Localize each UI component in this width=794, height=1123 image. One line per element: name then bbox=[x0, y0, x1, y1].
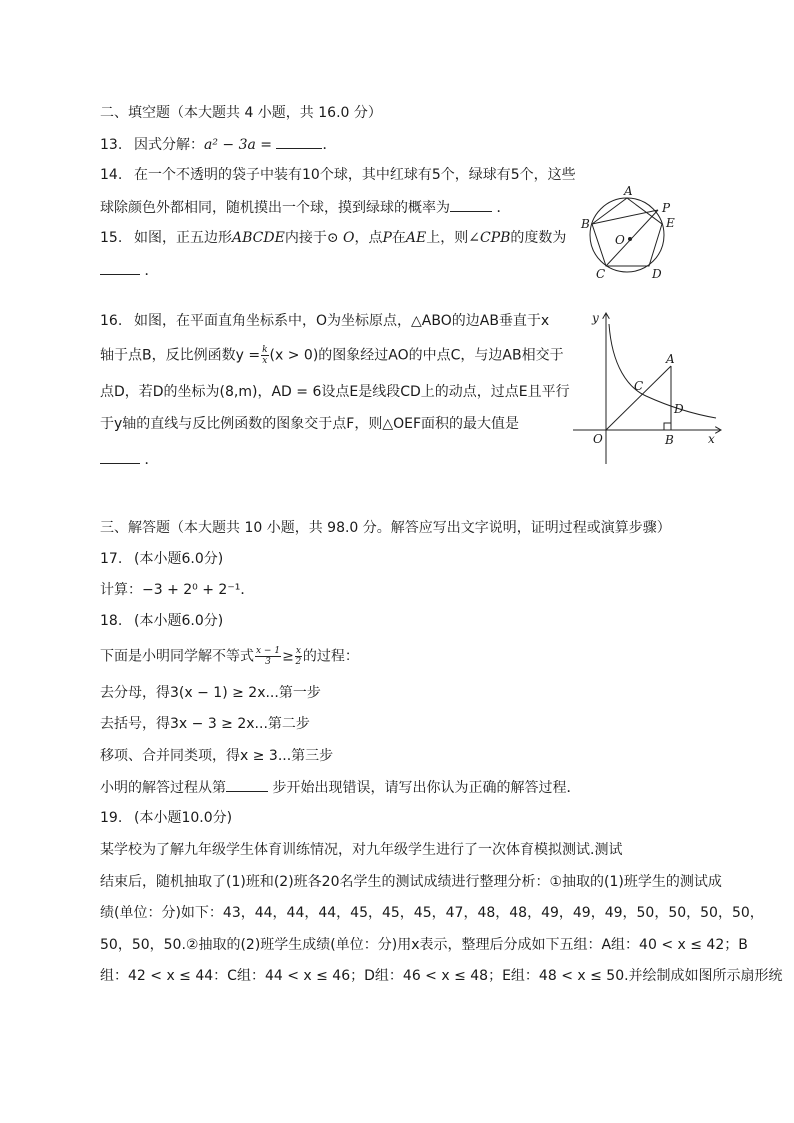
q15-end: ． bbox=[144, 263, 159, 279]
q16-line2-a: 轴于点B，反比例函数y = bbox=[100, 347, 261, 364]
hyperbola-curve bbox=[609, 324, 716, 418]
q16-line3: 点D，若D的坐标为(8,m)，AD = 6设点E是线段CD上的动点，过点E且平行 bbox=[100, 384, 570, 400]
q14-end: ． bbox=[496, 200, 511, 216]
q13-expr: a² − 3a = bbox=[204, 137, 273, 153]
q15-answer-blank[interactable] bbox=[100, 260, 140, 275]
q18-ask-a: 小明的解答过程从第 bbox=[100, 780, 226, 796]
right-angle-mark bbox=[664, 423, 671, 430]
q14-line1: 在一个不透明的袋子中装有10个球，其中红球有5个，绿球有5个，这些 bbox=[134, 167, 576, 183]
q15-circle-name: ⊙ O bbox=[326, 230, 355, 246]
segment-cp bbox=[606, 210, 658, 266]
question-15-line1 bbox=[100, 228, 566, 248]
q13-text: 因式分解： bbox=[134, 137, 204, 153]
q15-number: 15. bbox=[100, 230, 123, 246]
pentagon-abcde bbox=[592, 198, 662, 266]
fig15-label-c: C bbox=[596, 267, 606, 281]
q14-line2: 球除颜色外都相同，随机摸出一个球，摸到绿球的概率为 bbox=[100, 200, 450, 216]
q15-text-f: 的度数为 bbox=[510, 230, 567, 246]
question-16-line4 bbox=[100, 414, 519, 434]
q13-number: 13. bbox=[100, 137, 123, 153]
center-dot bbox=[628, 237, 632, 241]
q15-text-c: ，点 bbox=[354, 230, 383, 246]
q19-line3: 绩(单位：分)如下：43，44，44，44，45，45，45，47，48，48，49，49，49，50，50，50，50， bbox=[100, 905, 764, 921]
question-13 bbox=[100, 134, 336, 155]
fig16-label-d: D bbox=[674, 402, 684, 416]
fig16-label-o: O bbox=[593, 432, 603, 446]
q18-intro-b: 的过程： bbox=[302, 648, 359, 665]
fig15-label-a: A bbox=[624, 184, 633, 198]
q18-answer-blank[interactable] bbox=[226, 777, 268, 792]
q19-line1: 某学校为了解九年级学生体育训练情况，对九年级学生进行了一次体育模拟测试.测试 bbox=[100, 842, 623, 858]
q16-fraction bbox=[261, 345, 268, 366]
q19-number: 19. bbox=[100, 810, 123, 826]
q16-frac-den: x bbox=[262, 356, 268, 366]
fig15-label-p: P bbox=[662, 201, 671, 215]
q17-score: (本小题6.0分) bbox=[134, 551, 224, 567]
q18-intro-a: 下面是小明同学解不等式 bbox=[100, 648, 254, 665]
q15-text-a: 如图，正五边形 bbox=[134, 230, 232, 246]
q18-ge: ≥ bbox=[282, 648, 294, 665]
q14-answer-blank[interactable] bbox=[450, 197, 492, 212]
question-19-header bbox=[100, 808, 232, 828]
fig15-label-d: D bbox=[652, 267, 662, 281]
q14-number: 14. bbox=[100, 167, 123, 183]
question-18-header bbox=[100, 611, 223, 631]
q15-point-p: P bbox=[382, 230, 392, 246]
q18-step2: 去括号，得3x − 3 ≥ 2x...第二步 bbox=[100, 716, 310, 732]
question-15-line2 bbox=[100, 260, 158, 281]
q19-score: (本小题10.0分) bbox=[134, 810, 233, 826]
q18-question bbox=[100, 777, 580, 798]
fig15-label-e: E bbox=[666, 216, 675, 230]
fig16-label-c: C bbox=[634, 379, 644, 393]
section3-title: 三、解答题（本大题共 10 小题，共 98.0 分。解答应写出文字说明，证明过程或演算步骤） bbox=[100, 520, 671, 536]
segment-oa bbox=[606, 366, 671, 430]
fig16-label-b: B bbox=[665, 433, 674, 447]
q15-text-d: 在 bbox=[391, 230, 406, 246]
question-16-line5 bbox=[100, 449, 158, 470]
question-17-header bbox=[100, 549, 223, 569]
q15-text-e: 上，则 bbox=[426, 230, 469, 246]
q18-step1: 去分母，得3(x − 1) ≥ 2x...第一步 bbox=[100, 685, 321, 701]
q18-number: 18. bbox=[100, 613, 123, 629]
q13-answer-blank[interactable] bbox=[276, 134, 322, 149]
q16-line2-b: (x > 0)的图象经过AO的中点C，与边AB相交于 bbox=[269, 347, 564, 364]
q16-frac-num: k bbox=[262, 345, 268, 355]
fig15-label-b: B bbox=[581, 217, 590, 231]
q15-angle: ∠CPB bbox=[468, 230, 511, 246]
q15-arc-ae: AE bbox=[405, 230, 427, 246]
fig15-label-o: O bbox=[615, 233, 625, 247]
question-16-line2 bbox=[100, 345, 564, 366]
fig16-label-a: A bbox=[666, 352, 675, 366]
q18-fa-num: x − 1 bbox=[256, 646, 281, 656]
question-14-line2 bbox=[100, 197, 510, 218]
q18-intro bbox=[100, 646, 359, 667]
q18-step3: 移项、合并同类项，得x ≥ 3...第三步 bbox=[100, 748, 334, 764]
q18-fraction-right bbox=[295, 646, 302, 667]
q18-fb-num: x bbox=[295, 646, 301, 656]
question-16-line1 bbox=[100, 311, 549, 331]
q17-text: 计算：−3 + 2⁰ + 2⁻¹． bbox=[100, 582, 255, 598]
q19-line2: 结束后，随机抽取了(1)班和(2)班各20名学生的测试成绩进行整理分析：①抽取的(1)班学生的测试成 bbox=[100, 874, 722, 890]
q16-number: 16. bbox=[100, 313, 123, 329]
q17-number: 17. bbox=[100, 551, 123, 567]
figure-16-coordinate bbox=[568, 306, 728, 468]
fig16-label-y: y bbox=[592, 311, 599, 325]
q16-answer-blank[interactable] bbox=[100, 449, 140, 464]
q16-line4: 于y轴的直线与反比例函数的图象交于点F，则△OEF面积的最大值是 bbox=[100, 416, 520, 432]
q15-polygon-name: ABCDE bbox=[232, 230, 285, 246]
q18-fa-den: 3 bbox=[265, 657, 271, 667]
q18-score: (本小题6.0分) bbox=[134, 613, 224, 629]
question-14-line1 bbox=[100, 165, 576, 185]
q15-text-b: 内接于 bbox=[284, 230, 327, 246]
section2-title: 二、填空题（本大题共 4 小题，共 16.0 分） bbox=[100, 105, 382, 121]
question-16-line3 bbox=[100, 382, 570, 402]
fig16-label-x: x bbox=[708, 432, 715, 446]
q13-end: ． bbox=[322, 137, 337, 153]
q19-line4: 50，50，50.②抽取的(2)班学生成绩(单位：分)用x表示，整理后分成如下五组：A组：40 < x ≤ 42；B bbox=[100, 937, 748, 953]
q18-fb-den: 2 bbox=[295, 657, 302, 667]
q18-ask-b: 步开始出现错误，请写出你认为正确的解答过程． bbox=[272, 780, 581, 796]
q16-line1: 如图，在平面直角坐标系中，O为坐标原点，△ABO的边AB垂直于x bbox=[134, 313, 550, 329]
circle-o bbox=[590, 198, 664, 272]
q16-end: ． bbox=[144, 452, 159, 468]
figure-15-pentagon bbox=[580, 182, 690, 282]
q18-fraction-left bbox=[255, 646, 281, 667]
q19-line5: 组：42 < x ≤ 44：C组：44 < x ≤ 46；D组：46 < x ≤ 48；E组：48 < x ≤ 50.并绘制成如图所示扇形统 bbox=[100, 968, 783, 984]
